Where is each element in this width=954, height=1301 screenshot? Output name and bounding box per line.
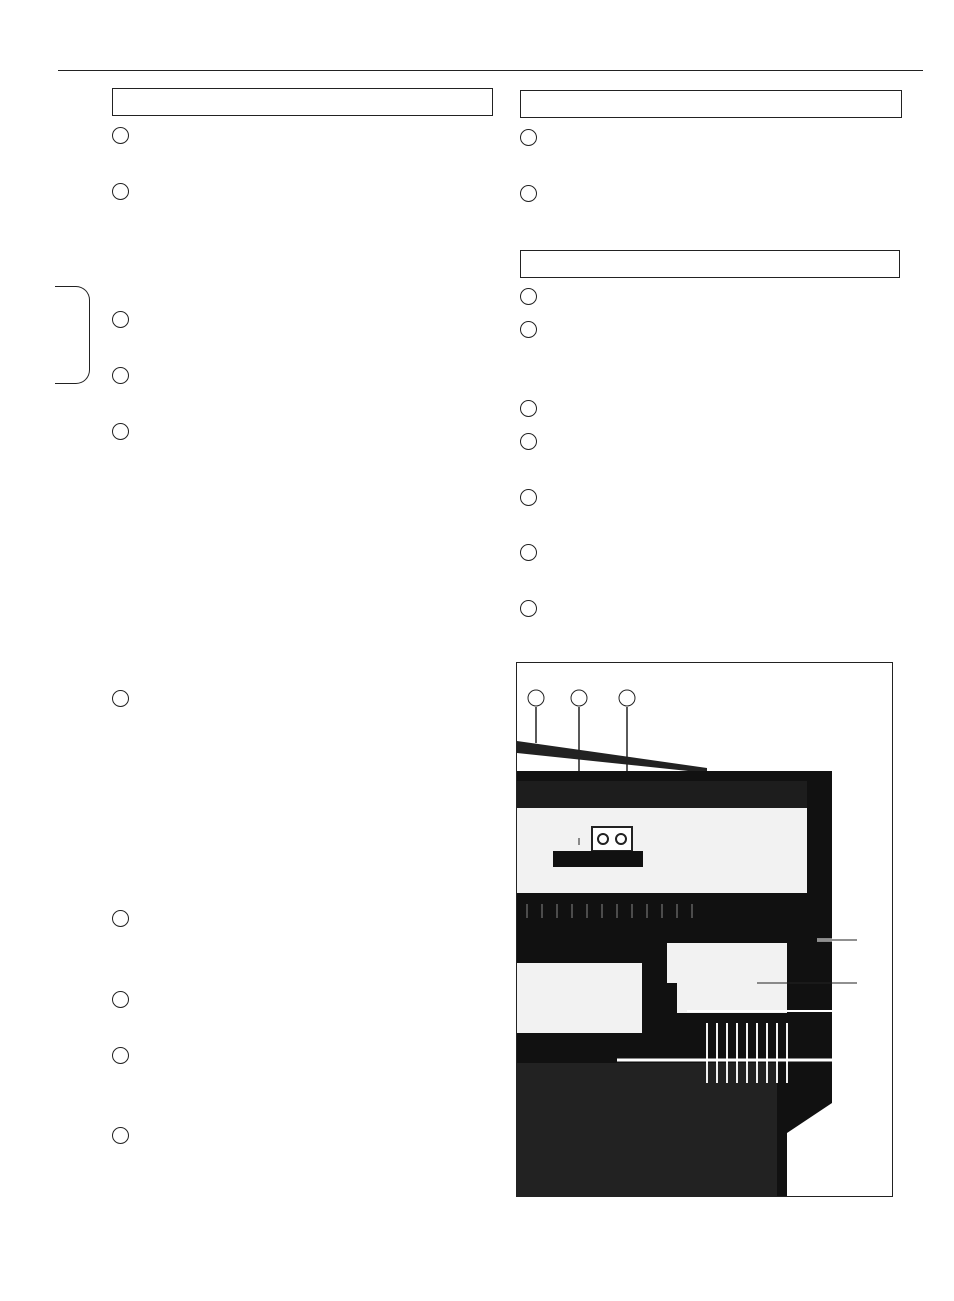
item-number [520,600,537,617]
right-column-rear [520,286,900,651]
left-column [112,125,492,1205]
item-number [520,400,537,417]
item-number [112,910,129,927]
antenna-graphic [517,741,707,773]
item-number [520,433,537,450]
item-number [520,185,537,202]
list-item [112,688,492,908]
rear-panel-drawing [517,663,892,1196]
section-heading-panel-posterior [520,250,900,278]
item-number [112,991,129,1008]
title-divider [58,70,923,71]
item-number [112,127,129,144]
item-number [520,489,537,506]
item-number [112,1047,129,1064]
item-number [112,423,129,440]
callout-15-circle [619,690,635,706]
language-side-tab [52,286,90,382]
item-number [112,367,129,384]
side-tab-label [56,286,80,382]
callout-13-circle [528,690,544,706]
rear-panel-illustration [516,662,893,1197]
item-number [520,129,537,146]
item-number [520,544,537,561]
item-number [112,311,129,328]
section-heading-panel-frontal-left [112,88,493,116]
item-number [520,321,537,338]
item-number [112,183,129,200]
item-number [520,288,537,305]
callout-14-circle [571,690,587,706]
item-number [112,1127,129,1144]
list-item [112,421,492,683]
section-heading-panel-frontal-right [520,90,902,118]
right-column-front [520,127,900,237]
item-number [112,690,129,707]
